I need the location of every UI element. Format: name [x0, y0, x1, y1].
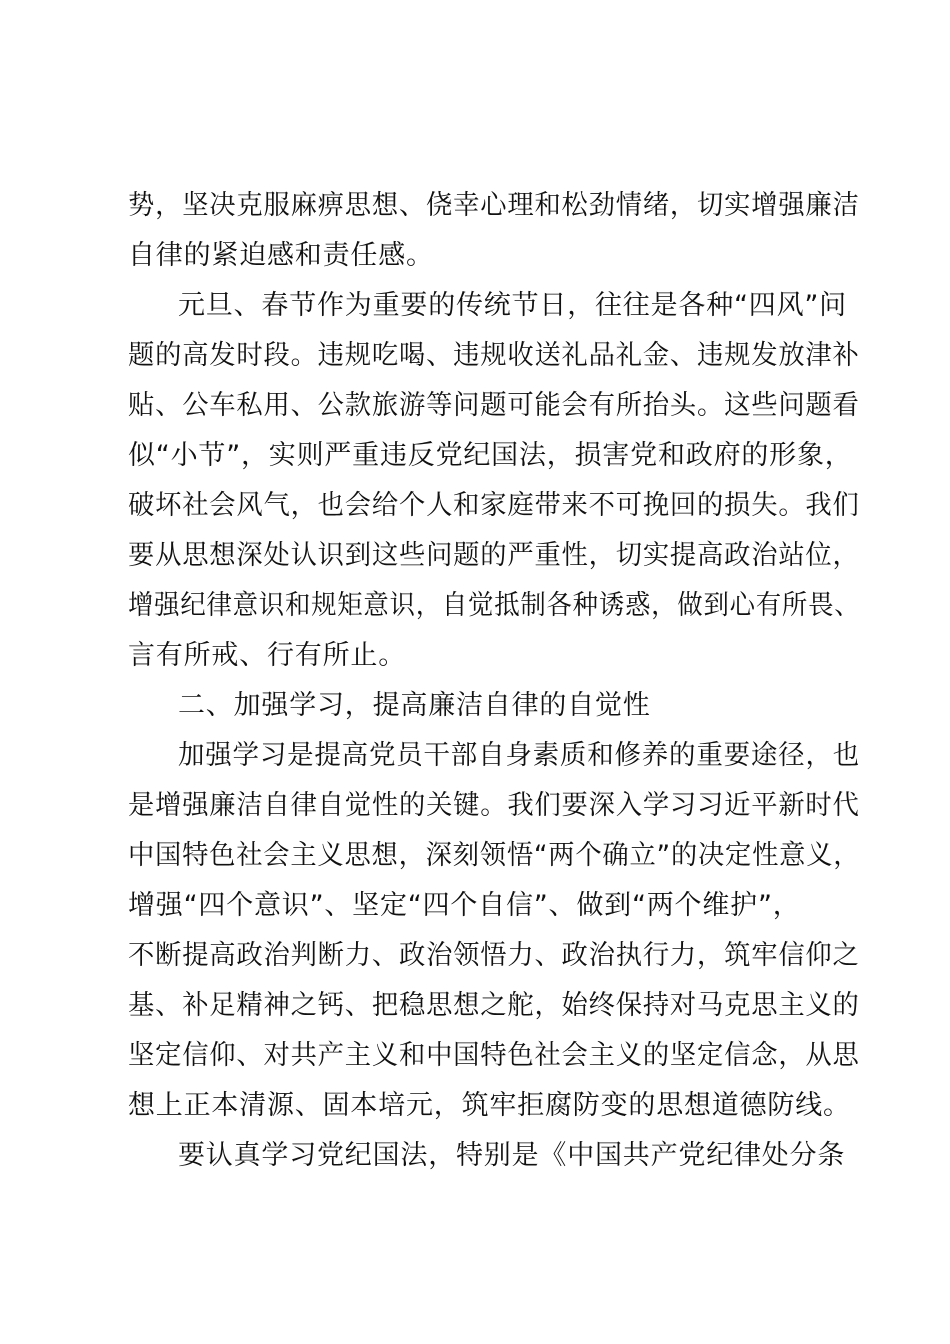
text-line: 中国特色社会主义思想，深刻领悟“两个确立”的决定性意义，	[128, 840, 861, 871]
text-line: 破坏社会风气，也会给个人和家庭带来不可挽回的损失。我们	[128, 490, 860, 521]
text-line: 坚定信仰、对共产主义和中国特色社会主义的坚定信念，从思	[128, 1040, 860, 1071]
paragraph-start-line: 加强学习是提高党员干部自身素质和修养的重要途径，也	[178, 740, 861, 771]
text-line: 增强纪律意识和规矩意识，自觉抵制各种诱惑，做到心有所畏、	[128, 590, 861, 621]
text-line: 似“小节”，实则严重违反党纪国法，损害党和政府的形象，	[128, 440, 853, 471]
paragraph-start-line: 元旦、春节作为重要的传统节日，往往是各种“四风”问	[178, 290, 847, 321]
text-line: 是增强廉洁自律自觉性的关键。我们要深入学习习近平新时代	[128, 790, 860, 821]
text-line: 题的高发时段。违规吃喝、违规收送礼品礼金、违规发放津补	[128, 340, 860, 371]
text-line: 不断提高政治判断力、政治领悟力、政治执行力，筑牢信仰之	[128, 940, 860, 971]
paragraph-start-line: 要认真学习党纪国法，特别是《中国共产党纪律处分条	[178, 1140, 846, 1171]
text-line: 自律的紧迫感和责任感。	[128, 240, 434, 271]
text-line: 言有所戒、行有所止。	[128, 640, 406, 671]
section-heading: 二、加强学习，提高廉洁自律的自觉性	[178, 690, 651, 721]
text-line: 想上正本清源、固本培元，筑牢拒腐防变的思想道德防线。	[128, 1090, 851, 1121]
text-line: 增强“四个意识”、坚定“四个自信”、做到“两个维护”，	[128, 890, 801, 921]
text-line: 贴、公车私用、公款旅游等问题可能会有所抬头。这些问题看	[128, 390, 860, 421]
text-line: 要从思想深处认识到这些问题的严重性，切实提高政治站位，	[128, 540, 860, 571]
text-line: 势，坚决克服麻痹思想、侥幸心理和松劲情绪，切实增强廉洁	[128, 190, 860, 221]
text-line: 基、补足精神之钙、把稳思想之舵，始终保持对马克思主义的	[128, 990, 860, 1021]
